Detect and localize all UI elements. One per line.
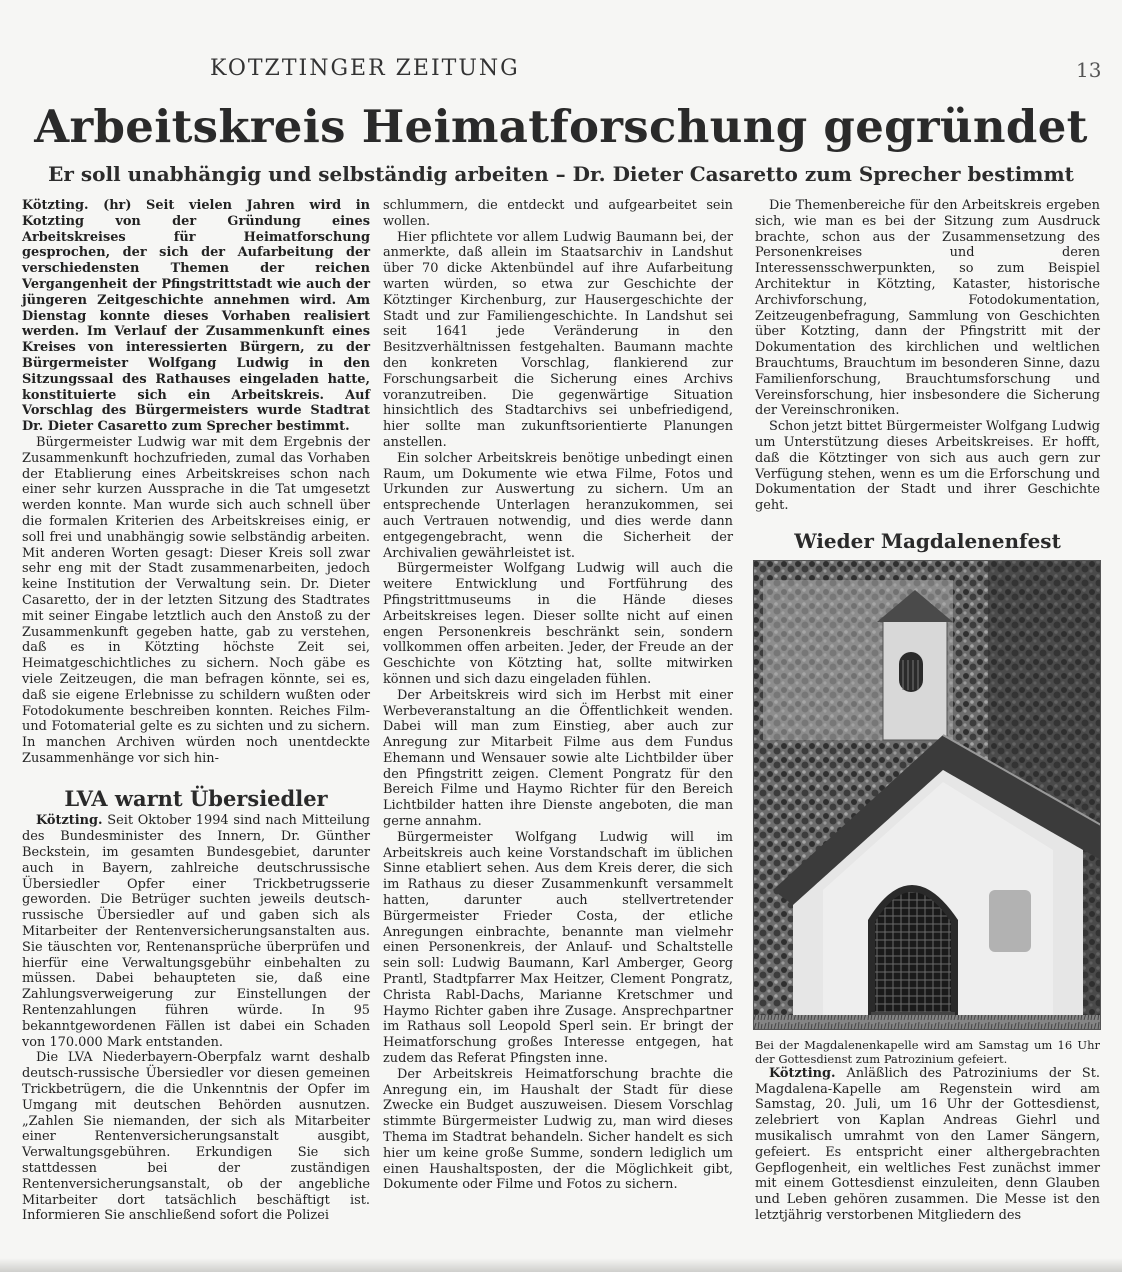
- article-paragraph: Der Arbeitskreis Heimatforschung brachte die Anregung ein, im Haushalt der Stadt für diese Zwecke ein Budget auszuweisen. Diesem Vorschlag stimmte Bürgermeister Ludwig zu, man wird dieses Thema im Stadtrat behandeln. Sicher handelt es sich hier um keine große Summe, sondern lediglich um einen Haushaltsposten, der die Möglichkeit gibt, Dokumente oder Filme und Fotos zu sichern.: [383, 1066, 733, 1193]
- article-paragraph: Ein solcher Arbeitskreis benötige unbedingt einen Raum, um Dokumente wie etwa Filme, Fotos und Urkunden zur Auswertung zu sichern. Um an entsprechende Unterlagen heranzukommen, sei auch Vertrauen notwendig, und dies werde dann entgegengebracht, wenn die Sicherheit der Archivalien gewährleistet ist.: [383, 450, 733, 561]
- lva-text: Seit Oktober 1994 sind nach Mitteilung des Bundesminister des Innern, Dr. Günther Beckstein, im gesamten Bundesgebiet, darunter auch in Bayern, zahlreiche deutschrussische Übersiedler Opfer einer Trickbetrugsserie geworden. Die Betrüger suchten jeweils deutsch-russische Übersiedler auf und gaben sich als Mitarbeiter der Rentenversicherungsanstalten aus. Sie täuschten vor, Rentenansprüche überprüfen und hierfür eine Verwaltungsgebühr einbehalten zu müssen. Dabei behaupteten sie, daß eine Zahlungsverweigerung zur Einstellungen der Rentenzahlungen führen würde. In 95 bekanntgewordenen Fällen ist dabei ein Schaden von 170.000 Mark entstanden.: [22, 813, 370, 1050]
- chapel-photo: [753, 560, 1101, 1030]
- article-paragraph: Bürgermeister Wolfgang Ludwig will im Arbeitskreis auch keine Vorstandschaft im üblichen Sinne etabliert sehen. Aus dem Kreis derer, die sich im Rathaus zu dieser Zusammenkunft versammelt hatten, darunter auch stellvertretender Bürgermeister Frieder Costa, der etliche Anregungen einbrachte, benannte man vielmehr einen Personenkreis, der Anlauf- und Schaltstelle sein soll: Ludwig Baumann, Karl Amberger, Georg Prantl, Stadtpfarrer Max Heitzer, Clement Pongratz, Christa Rabl-Dachs, Marianne Kretschmer und Haymo Richter gaben ihre Zusage. Ansprechpartner im Rathaus soll Leopold Sperl sein. Er bringt der Heimatforschung großes Interesse entgegen, hat zudem das Referat Pfingsten inne.: [383, 829, 733, 1067]
- column-1: [22, 198, 370, 1224]
- side-panel: [989, 890, 1031, 952]
- article-paragraph: Bürgermeister Wolfgang Ludwig will auch die weitere Entwicklung und Fortführung des Pfingstrittmuseums in die Hände dieses Arbeitskreises legen. Dieser sollte nicht auf einen engen Personenkreis beschränkt sein, sondern vollkommen offen arbeiten. Jeder, der Freude an der Geschichte von Kötzting hat, sollte mitwirken können und sich dazu eingeladen fühlen.: [383, 561, 733, 687]
- column-3: [755, 198, 1100, 1224]
- lead-paragraph: Kötzting. (hr) Seit vielen Jahren wird in Kotzting von der Gründung eines Arbeitskreises für Heimatforschung gesprochen, der sich der Aufarbeitung der verschiedensten Themen der reichen Vergangenheit der Pfingstrittstadt wie auch der jüngeren Zeitgeschichte annehmen wird. Am Dienstag konnte dieses Vorhaben realisiert werden. Im Verlauf der Zusammenkunft eines Kreises von interessierten Bürgern, zu der Bürgermeister Wolfgang Ludwig in den Sitzungssaal des Rathauses eingeladen hatte, konstituierte sich ein Arbeitskreis. Auf Vorschlag des Bürgermeisters wurde Stadtrat Dr. Dieter Casaretto zum Sprecher bestimmt.: [22, 198, 370, 435]
- article-paragraph: Schon jetzt bittet Bürgermeister Wolfgang Ludwig um Unterstützung dieses Arbeitskreises. Er hofft, daß die Kötztinger von sich aus auch gern zur Verfügung stehen, wenn es um die Erforschung und Dokumentation der Stadt und ihrer Geschichte geht.: [755, 419, 1100, 514]
- magdalenenfest-heading: Wieder Magdalenenfest: [794, 528, 1061, 553]
- page-bottom-edge: [0, 1258, 1122, 1272]
- chapel-door: [868, 885, 958, 1018]
- lva-heading: LVA warnt Übersiedler: [64, 785, 328, 811]
- lva-paragraph: [22, 813, 370, 1050]
- headline: Arbeitskreis Heimatforschung gegründet: [34, 100, 1088, 153]
- article-paragraph: Hier pflichtete vor allem Ludwig Baumann bei, der anmerkte, daß allein im Staatsarchiv in Landshut über 70 dicke Aktenbündel auf ihre Aufarbeitung warten würden, so etwa zur Geschichte der Kötztinger Kirchenburg, zur Hausergeschichte der Stadt und zur Familiengeschichte. In Landshut sei seit 1641 jede Veränderung in den Besitzverhältnissen festgehalten. Baumann machte den konkreten Vorschlag, flankierend zur Forschungsarbeit die Sicherung eines Archivs voranzutreiben. Die gegenwärtige Situation hinsichtlich des Stadtarchivs sei unbefriedigend, hier sollte man zukunftsorientierte Planungen anstellen.: [383, 229, 733, 450]
- photo-caption: Bei der Magdalenenkapelle wird am Samstag um 16 Uhr der Gottesdienst zum Patrozinium gefeiert.: [755, 1037, 1100, 1066]
- lva-dateline: Kötzting.: [36, 813, 103, 829]
- grass: [753, 1015, 1101, 1030]
- subheadline: Er soll unabhängig und selbständig arbeiten – Dr. Dieter Casaretto zum Sprecher bestimmt: [48, 162, 1074, 186]
- article-paragraph: Bürgermeister Ludwig war mit dem Ergebnis der Zusammenkunft hochzufrieden, zumal das Vorhaben der Etablierung eines Arbeitskreises schon nach einer sehr kurzen Aussprache in die Tat umgesetzt werden konnte. Man wurde sich auch schnell über die formalen Kriterien des Arbeitskreises einig, er soll frei und unabhängig sowie selbständig arbeiten. Mit anderen Worten gesagt: Dieser Kreis soll zwar sehr eng mit der Stadt zusammenarbeiten, jedoch keine Institution der Verwaltung sein. Dr. Dieter Casaretto, der in der letzten Sitzung des Stadtrates mit seiner Eingabe letztlich auch den Anstoß zu der Zusammenkunft gegeben hatte, gab zu verstehen, daß es in Kötzting höchste Zeit sei, Heimatgeschichtliches zu sichern. Noch gäbe es viele Zeitzeugen, die man befragen könnte, sei es, daß sie eigene Erlebnisse zu schildern wußten oder Fotodokumente beschreiben konnten. Reiches Film- und Fotomaterial gelte es zu sichten und zu sichern. In manchen Archiven würden noch unentdeckte Zusammenhänge vor sich hin-: [22, 434, 370, 766]
- bell-tower: [877, 590, 953, 740]
- article-paragraph: Der Arbeitskreis wird sich im Herbst mit einer Werbeveranstaltung an die Öffentlichkeit wenden. Dabei will man zum Einstieg, aber auch zur Anregung zur Mitarbeit Filme aus dem Fundus Ehemann und Wensauer sowie alte Lichtbilder über den Pfingstritt zeigen. Clement Pongratz für den Bereich Filme und Haymo Richter für den Bereich Lichtbilder hatten ihre Dienste angeboten, die man gerne annahm.: [383, 687, 733, 830]
- mag-dateline: Kötzting.: [769, 1065, 836, 1081]
- article-paragraph: Die Themenbereiche für den Arbeitskreis ergeben sich, wie man es bei der Sitzung zum Ausdruck brachte, schon aus der Zusammensetzung des Personenkreises und deren Interessensschwerpunkten, so zum Beispiel Architektur in Kötzting, Kataster, historische Archivforschung, Fotodokumentation, Zeitzeugenbefragung, Sammlung von Geschichten über Kotzting, dann der Pfingstritt mit der Dokumentation des kirchlichen und weltlichen Brauchtums, Brauchtum im besonderen Sinne, dazu Familienforschung, Brauchtumsforschung und Vereinsforschung, hier insbesondere die Sicherung der Vereinschroniken.: [755, 198, 1100, 419]
- lva-paragraph-2: Die LVA Niederbayern-Oberpfalz warnt deshalb deutsch-russische Übersiedler vor diesen gemeinen Trickbetrügern, die die Unkenntnis der Opfer im Umgang mit deutschen Behörden ausnutzen. „Zahlen Sie niemanden, der sich als Mitarbeiter einer Rentenversicherungsanstalt ausgibt, Verwaltungsgebühren. Erkundigen Sie sich stattdessen bei der zuständigen Rentenversicherungsanstalt, ob der angebliche Mitarbeiter dort tatsächlich beschäftigt ist. Informieren Sie anschließend sofort die Polizei: [22, 1050, 370, 1224]
- magdalenenfest-paragraph: [755, 1066, 1100, 1224]
- mag-text: Anläßlich des Patroziniums der St. Magdalena-Kapelle am Regenstein wird am Samstag, 20. Juli, um 16 Uhr der Gottesdienst, zelebriert von Kaplan Andreas Giehrl und musikalisch umrahmt von den Lamer Sängern, gefeiert. Es entspricht einer althergebrachten Gepflogenheit, ein weltliches Fest zunächst immer mit einem Gottesdienst einzuleiten, denn Glauben und Leben gehören zusammen. Die Messe ist den letztjährig verstorbenen Mitgliedern des: [755, 1065, 1100, 1223]
- column-2: [383, 198, 733, 1193]
- article-paragraph: schlummern, die entdeckt und aufgearbeitet sein wollen.: [383, 198, 733, 229]
- page-number: 13: [1076, 58, 1102, 82]
- masthead: KOTZTINGER ZEITUNG: [210, 56, 520, 81]
